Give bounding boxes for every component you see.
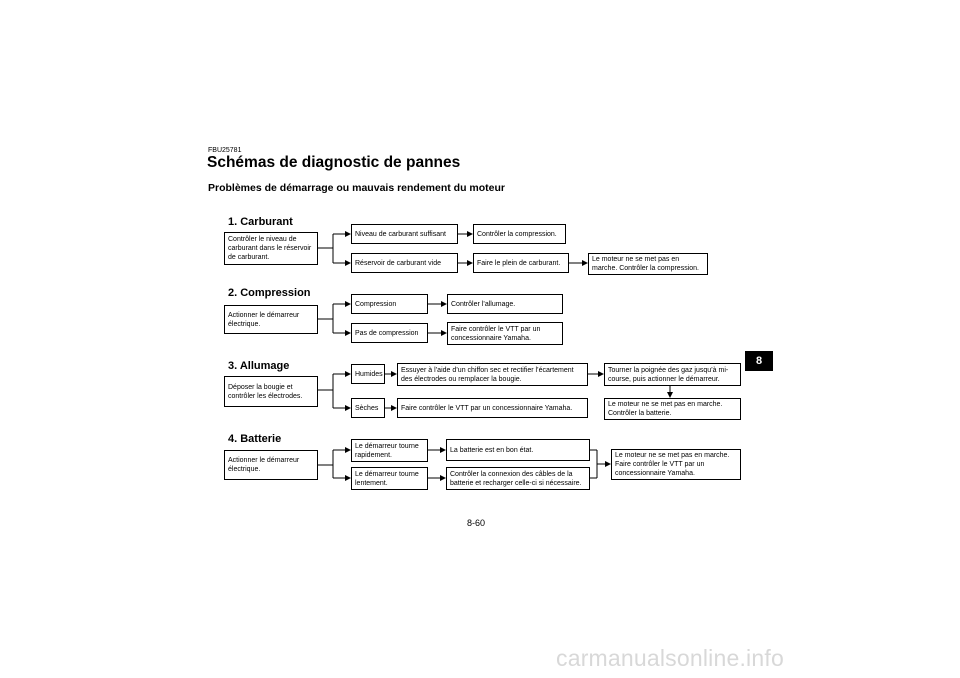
box-text: Compression: [355, 300, 397, 308]
allumage-branch1-box: [351, 364, 385, 384]
carburant-branch1-box: [351, 224, 458, 244]
page-subtitle: Problèmes de démarrage ou mauvais rendement du moteur: [208, 182, 506, 194]
box-text: Le moteur ne se met pas en marche. Contrôler la compression.: [592, 256, 699, 272]
box-text: Le moteur ne se met pas en marche. Faire contrôler le VTT par un concessionnaire Yamaha.: [615, 452, 730, 477]
carburant-branch2-next-box: [588, 253, 708, 275]
compression-start-box: [224, 305, 318, 334]
batterie-final-box: [611, 449, 741, 480]
box-text: Faire le plein de carburant.: [477, 259, 561, 267]
allumage-branch2-box: [351, 398, 385, 418]
batterie-start-box: [224, 450, 318, 480]
watermark: carmanualsonline.info: [556, 645, 784, 671]
compression-branch1-box: [351, 294, 428, 314]
box-text: Le démarreur tourne rapidement.: [355, 442, 419, 459]
page-title: Schémas de diagnostic de pannes: [207, 154, 461, 171]
box-text: Contrôler le niveau de carburant dans le réservoir de carburant.: [228, 236, 312, 261]
box-text: La batterie est en bon état.: [450, 446, 534, 454]
box-text: Faire contrôler le VTT par un concessionnaire Yamaha.: [401, 404, 573, 412]
section-heading-compression: 2. Compression: [228, 287, 311, 299]
box-text: Réservoir de carburant vide: [355, 259, 441, 267]
batterie-branch2-result-box: [446, 467, 590, 490]
box-text: Faire contrôler le VTT par un concessionnaire Yamaha.: [451, 325, 541, 342]
box-text: Contrôler l’allumage.: [451, 300, 516, 308]
chapter-tab: 8: [745, 351, 773, 371]
box-text: Le moteur ne se met pas en marche. Contrôler la batterie.: [608, 401, 723, 417]
carburant-branch1-result-box: [473, 224, 566, 244]
batterie-branch1-box: [351, 439, 428, 462]
allumage-branch1-next-box: [604, 363, 741, 386]
box-text: Le démarreur tourne lentement.: [355, 470, 419, 487]
box-text: Actionner le démarreur électrique.: [228, 311, 300, 328]
carburant-branch2-box: [351, 253, 458, 273]
page-number: 8-60: [467, 518, 486, 528]
box-text: Contrôler la connexion des câbles de la batterie et recharger celle-ci si nécessaire.: [450, 470, 582, 487]
carburant-start-box: [224, 232, 318, 265]
box-text: Humides: [355, 370, 383, 378]
allumage-branch1-result-box: [397, 363, 588, 386]
box-text: Tourner la poignée des gaz jusqu’à mi-course, puis actionner le démarreur.: [608, 366, 729, 383]
allumage-start-box: [224, 376, 318, 407]
allumage-branch1-final-box: [604, 398, 741, 420]
box-text: Essuyer à l’aide d’un chiffon sec et rectifier l’écartement des électrodes ou remplacer la bougie.: [401, 366, 574, 383]
compression-branch2-box: [351, 323, 428, 343]
box-text: Actionner le démarreur électrique.: [228, 457, 300, 473]
section-heading-carburant: 1. Carburant: [228, 216, 293, 228]
box-text: Contrôler la compression.: [477, 230, 557, 238]
batterie-branch1-result-box: [446, 439, 590, 461]
allumage-branch2-result-box: [397, 398, 588, 418]
box-text: Niveau de carburant suffisant: [355, 230, 446, 238]
box-text: Pas de compression: [355, 329, 419, 337]
section-heading-allumage: 3. Allumage: [228, 360, 290, 372]
section-heading-batterie: 4. Batterie: [228, 433, 282, 445]
compression-branch1-result-box: [447, 294, 563, 314]
document-code: FBU25781: [208, 147, 242, 154]
compression-branch2-result-box: [447, 322, 563, 345]
box-text: Déposer la bougie et contrôler les électrodes.: [228, 383, 303, 400]
carburant-branch2-result-box: [473, 253, 569, 273]
box-text: Sèches: [355, 404, 379, 412]
batterie-branch2-box: [351, 467, 428, 490]
